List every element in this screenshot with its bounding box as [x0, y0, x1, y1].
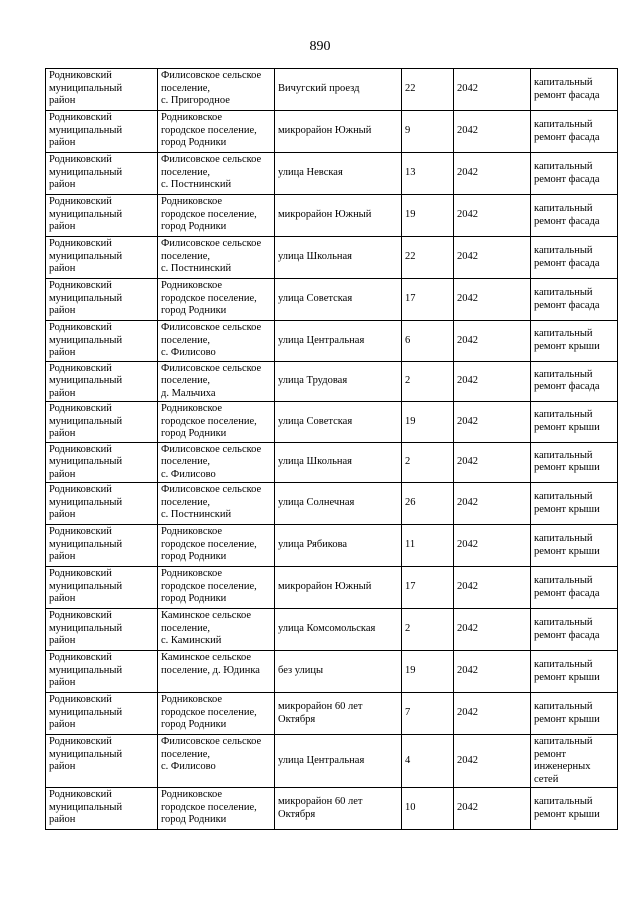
- house-number-cell: 9: [402, 111, 454, 153]
- house-number-cell: 26: [402, 483, 454, 525]
- work-type-cell: капитальный ремонт крыши: [531, 525, 618, 567]
- year-cell: 2042: [454, 483, 531, 525]
- work-type-cell: капитальный ремонт крыши: [531, 693, 618, 735]
- work-type-cell: капитальный ремонт фасада: [531, 111, 618, 153]
- settlement-cell: Филисовское сельское поселение, с. Пригородное: [158, 69, 275, 111]
- work-type-cell: капитальный ремонт крыши: [531, 442, 618, 483]
- housing-repair-table: [45, 68, 618, 830]
- settlement-cell: Филисовское сельское поселение, с. Филисово: [158, 735, 275, 788]
- table-row: [46, 609, 618, 651]
- street-cell: улица Центральная: [275, 735, 402, 788]
- settlement-cell: Филисовское сельское поселение, с. Филисово: [158, 321, 275, 362]
- district-cell: Родниковский муниципальный район: [46, 525, 158, 567]
- house-number-cell: 7: [402, 693, 454, 735]
- table-body: [46, 69, 618, 830]
- work-type-cell: капитальный ремонт крыши: [531, 483, 618, 525]
- street-cell: микрорайон Южный: [275, 195, 402, 237]
- settlement-cell: Родниковское городское поселение, город Родники: [158, 525, 275, 567]
- street-cell: микрорайон Южный: [275, 111, 402, 153]
- table-row: [46, 279, 618, 321]
- work-type-cell: капитальный ремонт крыши: [531, 321, 618, 362]
- house-number-cell: 4: [402, 735, 454, 788]
- table-row: [46, 651, 618, 693]
- street-cell: улица Рябикова: [275, 525, 402, 567]
- house-number-cell: 19: [402, 651, 454, 693]
- settlement-cell: Филисовское сельское поселение, с. Постнинский: [158, 237, 275, 279]
- work-type-cell: капитальный ремонт фасада: [531, 361, 618, 402]
- table-row: [46, 153, 618, 195]
- table-row: [46, 567, 618, 609]
- work-type-cell: капитальный ремонт фасада: [531, 609, 618, 651]
- work-type-cell: капитальный ремонт крыши: [531, 788, 618, 830]
- street-cell: микрорайон 60 лет Октября: [275, 693, 402, 735]
- district-cell: Родниковский муниципальный район: [46, 483, 158, 525]
- house-number-cell: 19: [402, 195, 454, 237]
- table-row: [46, 321, 618, 362]
- district-cell: Родниковский муниципальный район: [46, 693, 158, 735]
- table-row: [46, 69, 618, 111]
- house-number-cell: 17: [402, 567, 454, 609]
- district-cell: Родниковский муниципальный район: [46, 69, 158, 111]
- year-cell: 2042: [454, 321, 531, 362]
- house-number-cell: 2: [402, 361, 454, 402]
- house-number-cell: 19: [402, 402, 454, 443]
- work-type-cell: капитальный ремонт фасада: [531, 567, 618, 609]
- street-cell: улица Школьная: [275, 442, 402, 483]
- work-type-cell: капитальный ремонт крыши: [531, 651, 618, 693]
- year-cell: 2042: [454, 567, 531, 609]
- street-cell: Вичугский проезд: [275, 69, 402, 111]
- settlement-cell: Филисовское сельское поселение, д. Мальчиха: [158, 361, 275, 402]
- district-cell: Родниковский муниципальный район: [46, 111, 158, 153]
- district-cell: Родниковский муниципальный район: [46, 402, 158, 443]
- district-cell: Родниковский муниципальный район: [46, 735, 158, 788]
- year-cell: 2042: [454, 442, 531, 483]
- year-cell: 2042: [454, 111, 531, 153]
- settlement-cell: Филисовское сельское поселение, с. Филисово: [158, 442, 275, 483]
- year-cell: 2042: [454, 525, 531, 567]
- work-type-cell: капитальный ремонт фасада: [531, 237, 618, 279]
- settlement-cell: Родниковское городское поселение, город Родники: [158, 195, 275, 237]
- settlement-cell: Родниковское городское поселение, город Родники: [158, 567, 275, 609]
- house-number-cell: 13: [402, 153, 454, 195]
- street-cell: улица Советская: [275, 402, 402, 443]
- table-row: [46, 195, 618, 237]
- settlement-cell: Родниковское городское поселение, город Родники: [158, 111, 275, 153]
- settlement-cell: Родниковское городское поселение, город Родники: [158, 279, 275, 321]
- house-number-cell: 6: [402, 321, 454, 362]
- year-cell: 2042: [454, 609, 531, 651]
- table-row: [46, 442, 618, 483]
- house-number-cell: 11: [402, 525, 454, 567]
- house-number-cell: 10: [402, 788, 454, 830]
- year-cell: 2042: [454, 237, 531, 279]
- table-row: [46, 525, 618, 567]
- district-cell: Родниковский муниципальный район: [46, 237, 158, 279]
- settlement-cell: Каминское сельское поселение, д. Юдинка: [158, 651, 275, 693]
- table-row: [46, 483, 618, 525]
- settlement-cell: Филисовское сельское поселение, с. Постнинский: [158, 153, 275, 195]
- work-type-cell: капитальный ремонт фасада: [531, 195, 618, 237]
- district-cell: Родниковский муниципальный район: [46, 788, 158, 830]
- settlement-cell: Родниковское городское поселение, город Родники: [158, 788, 275, 830]
- district-cell: Родниковский муниципальный район: [46, 321, 158, 362]
- page-number: 890: [309, 39, 331, 54]
- house-number-cell: 22: [402, 237, 454, 279]
- district-cell: Родниковский муниципальный район: [46, 279, 158, 321]
- year-cell: 2042: [454, 361, 531, 402]
- year-cell: 2042: [454, 651, 531, 693]
- work-type-cell: капитальный ремонт фасада: [531, 279, 618, 321]
- district-cell: Родниковский муниципальный район: [46, 651, 158, 693]
- year-cell: 2042: [454, 788, 531, 830]
- district-cell: Родниковский муниципальный район: [46, 609, 158, 651]
- street-cell: улица Невская: [275, 153, 402, 195]
- street-cell: без улицы: [275, 651, 402, 693]
- district-cell: Родниковский муниципальный район: [46, 361, 158, 402]
- work-type-cell: капитальный ремонт инженерных сетей: [531, 735, 618, 788]
- year-cell: 2042: [454, 693, 531, 735]
- street-cell: улица Советская: [275, 279, 402, 321]
- street-cell: улица Центральная: [275, 321, 402, 362]
- table-row: [46, 111, 618, 153]
- settlement-cell: Филисовское сельское поселение, с. Постнинский: [158, 483, 275, 525]
- work-type-cell: капитальный ремонт фасада: [531, 153, 618, 195]
- year-cell: 2042: [454, 279, 531, 321]
- year-cell: 2042: [454, 735, 531, 788]
- settlement-cell: Родниковское городское поселение, город Родники: [158, 402, 275, 443]
- table-row: [46, 361, 618, 402]
- house-number-cell: 22: [402, 69, 454, 111]
- street-cell: улица Школьная: [275, 237, 402, 279]
- table-row: [46, 237, 618, 279]
- year-cell: 2042: [454, 153, 531, 195]
- street-cell: улица Солнечная: [275, 483, 402, 525]
- street-cell: микрорайон 60 лет Октября: [275, 788, 402, 830]
- district-cell: Родниковский муниципальный район: [46, 195, 158, 237]
- year-cell: 2042: [454, 195, 531, 237]
- year-cell: 2042: [454, 69, 531, 111]
- year-cell: 2042: [454, 402, 531, 443]
- work-type-cell: капитальный ремонт крыши: [531, 402, 618, 443]
- street-cell: улица Комсомольская: [275, 609, 402, 651]
- table-row: [46, 788, 618, 830]
- district-cell: Родниковский муниципальный район: [46, 567, 158, 609]
- table-row: [46, 402, 618, 443]
- table-row: [46, 735, 618, 788]
- house-number-cell: 2: [402, 609, 454, 651]
- settlement-cell: Каминское сельское поселение, с. Каминский: [158, 609, 275, 651]
- district-cell: Родниковский муниципальный район: [46, 153, 158, 195]
- street-cell: улица Трудовая: [275, 361, 402, 402]
- house-number-cell: 17: [402, 279, 454, 321]
- district-cell: Родниковский муниципальный район: [46, 442, 158, 483]
- table-row: [46, 693, 618, 735]
- house-number-cell: 2: [402, 442, 454, 483]
- settlement-cell: Родниковское городское поселение, город Родники: [158, 693, 275, 735]
- work-type-cell: капитальный ремонт фасада: [531, 69, 618, 111]
- street-cell: микрорайон Южный: [275, 567, 402, 609]
